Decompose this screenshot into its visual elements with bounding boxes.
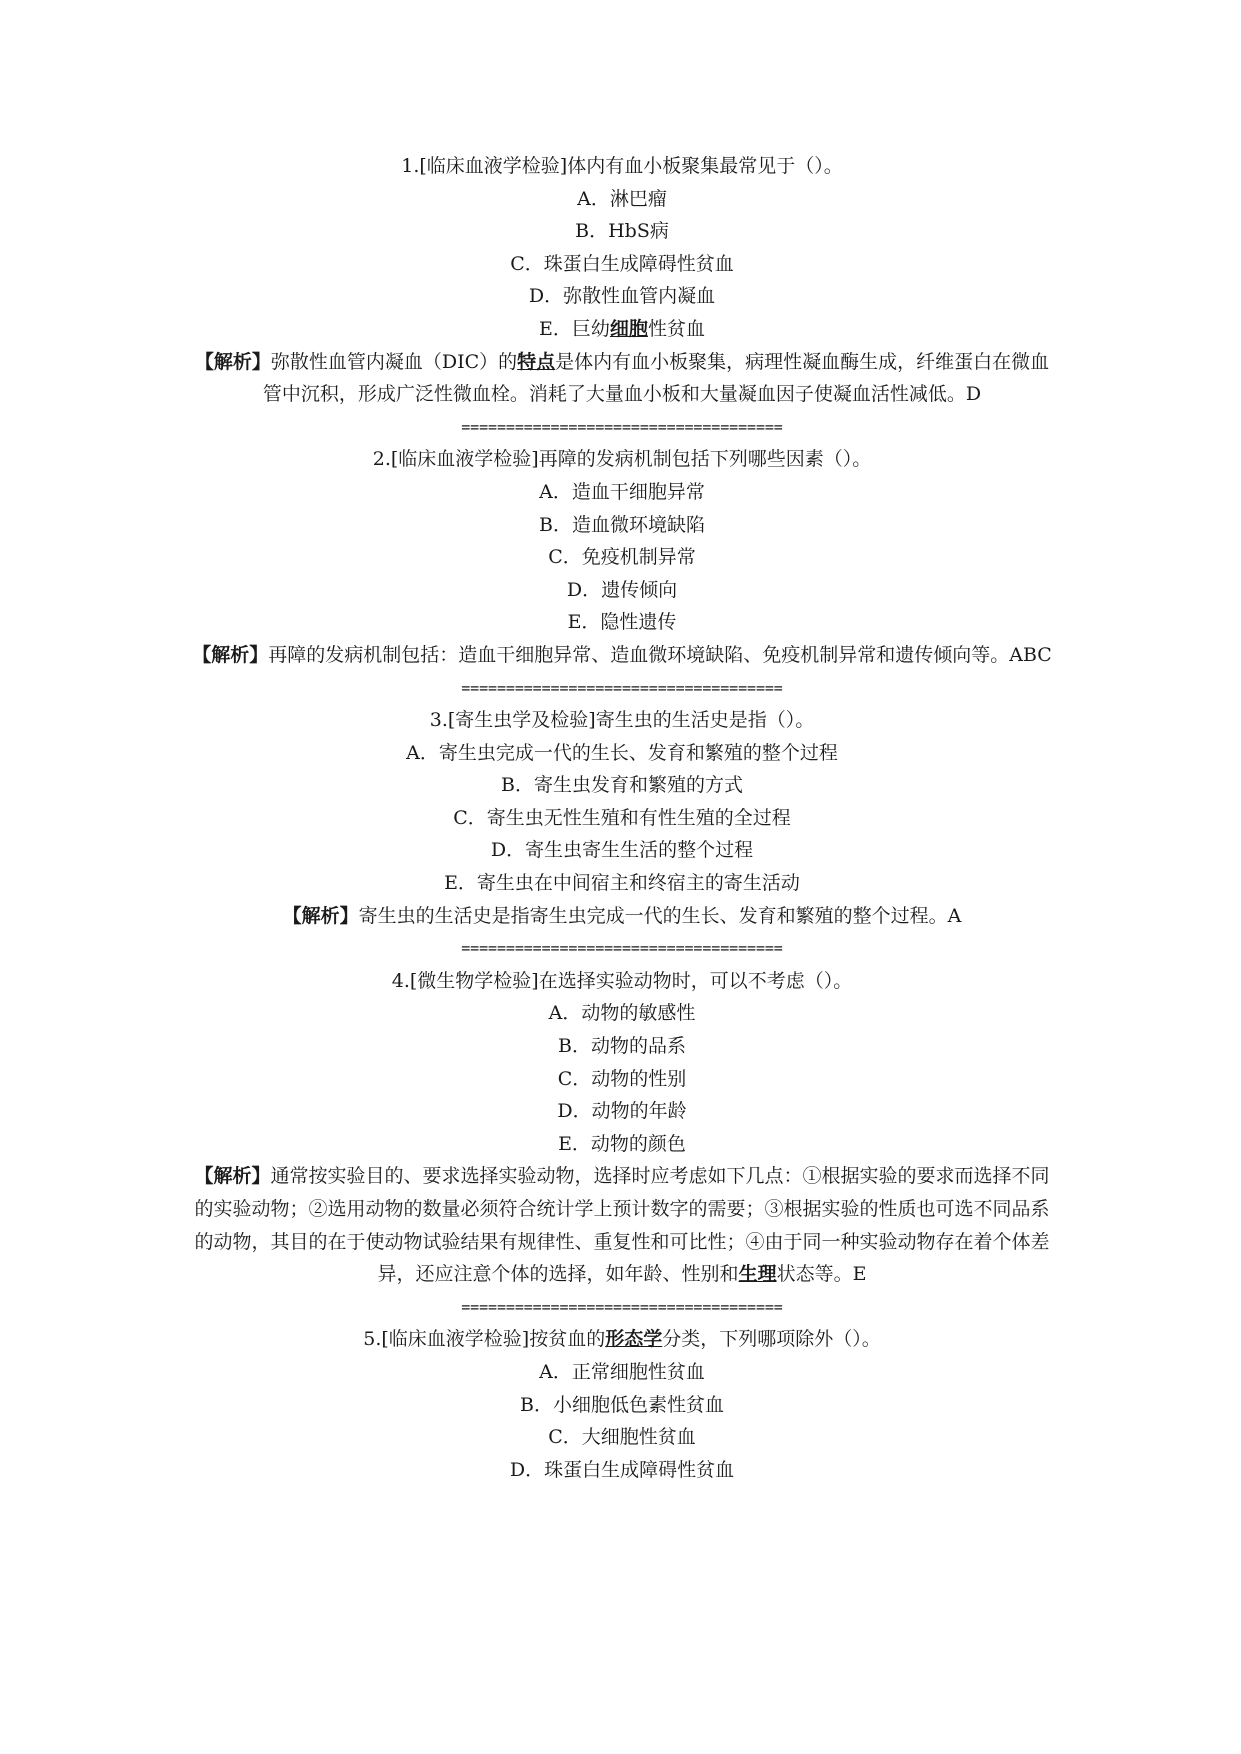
explanation [186, 1160, 1058, 1290]
option-item: C．免疫机制异常 [548, 546, 696, 569]
question-stem: 4.[微生物学检验]在选择实验动物时，可以不考虑（）。 [391, 969, 853, 992]
keyword-highlight: 生理 [738, 1263, 777, 1286]
option-item: A．造血干细胞异常 [539, 480, 705, 503]
option-item: E．动物的颜色 [558, 1132, 686, 1155]
option-item: A．正常细胞性贫血 [539, 1360, 705, 1383]
question-stem: 3.[寄生虫学及检验]寄生虫的生活史是指（）。 [429, 709, 815, 732]
explanation-tag: 【解析】 [192, 643, 269, 666]
option-item: A．动物的敏感性 [548, 1002, 696, 1025]
option-item: A．寄生虫完成一代的生长、发育和繁殖的整个过程 [406, 741, 838, 764]
separator: ==================================== [461, 417, 783, 436]
option-item: B．动物的品系 [558, 1035, 686, 1058]
option-item: E．隐性遗传 [567, 611, 677, 634]
option-item: B．寄生虫发育和繁殖的方式 [501, 774, 743, 797]
option-item: D．珠蛋白生成障碍性贫血 [509, 1458, 735, 1481]
option-item: D．动物的年龄 [557, 1100, 687, 1123]
option-item: C．大细胞性贫血 [548, 1426, 696, 1449]
option-item: B．HbS病 [575, 220, 669, 243]
separator: ==================================== [461, 939, 783, 958]
option-item: D．遗传倾向 [566, 578, 678, 601]
option-item: D．寄生虫寄生生活的整个过程 [490, 839, 754, 862]
option-item: B．造血微环境缺陷 [539, 513, 705, 536]
keyword-highlight: 细胞 [609, 317, 648, 340]
option-item: C．寄生虫无性生殖和有性生殖的全过程 [453, 806, 791, 829]
explanation [186, 346, 1058, 411]
explanation-text: 寄生虫的生活史是指寄生虫完成一代的生长、发育和繁殖的整个过程。A [358, 904, 962, 927]
separator: ==================================== [461, 1297, 783, 1316]
keyword-highlight: 形态学 [605, 1328, 663, 1351]
document-body [186, 150, 1058, 1486]
option-item: C．动物的性别 [557, 1067, 687, 1090]
explanation-text: 再障的发病机制包括：造血干细胞异常、造血微环境缺陷、免疫机制异常和遗传倾向等。ABC [268, 643, 1052, 666]
option-item: E．寄生虫在中间宿主和终宿主的寄生活动 [444, 872, 800, 895]
explanation-tag: 【解析】 [282, 904, 359, 927]
option-item: E．巨幼细胞性贫血 [539, 317, 705, 340]
option-item: A．淋巴瘤 [577, 187, 667, 210]
explanation-tag: 【解析】 [194, 1165, 271, 1188]
option-item: D．弥散性血管内凝血 [528, 285, 716, 308]
explanation [186, 639, 1058, 672]
explanation-tag: 【解析】 [194, 350, 271, 373]
option-item: B．小细胞低色素性贫血 [520, 1393, 724, 1416]
question-stem: 1.[临床血液学检验]体内有血小板聚集最常见于（）。 [401, 155, 843, 177]
explanation-text: 通常按实验目的、要求选择实验动物，选择时应考虑如下几点：①根据实验的要求而选择不同的实验动物；②选用动物的数量必须符合统计学上预计数字的需要；③根据实验的性质也可选不同品系的动物，其目的在于使动物试验结果有规律性、重复性和可比性；④由于同一种实验动物存在着个体差异，还应注意个体的选择，如年龄、性别和生理状态等。E [194, 1165, 1050, 1286]
question-stem: 2.[临床血液学检验]再障的发病机制包括下列哪些因素（）。 [372, 448, 872, 471]
question-stem: 5.[临床血液学检验]按贫血的形态学分类，下列哪项除外（）。 [363, 1328, 881, 1351]
separator: ==================================== [461, 678, 783, 697]
keyword-highlight: 特点 [517, 350, 556, 373]
explanation [186, 900, 1058, 933]
option-item: C．珠蛋白生成障碍性贫血 [510, 252, 734, 275]
explanation-text: 弥散性血管内凝血（DIC）的特点是体内有血小板聚集，病理性凝血酶生成，纤维蛋白在微血管中沉积，形成广泛性微血栓。消耗了大量血小板和大量凝血因子使凝血活性减低。D [262, 350, 1050, 406]
